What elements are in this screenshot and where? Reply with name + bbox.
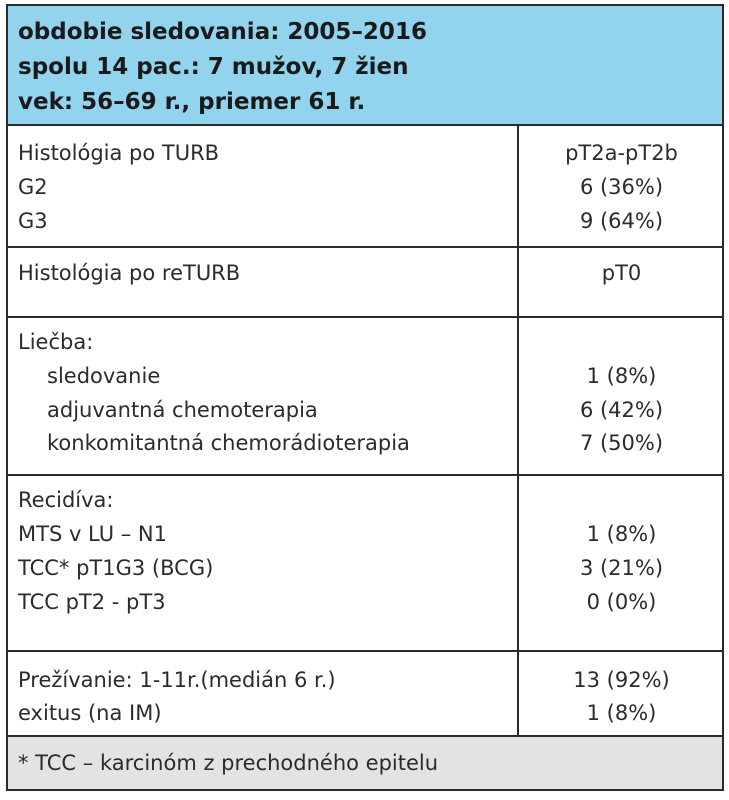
row-label: Liečba: bbox=[18, 330, 94, 354]
row-label: konkomitantná chemorádioterapia bbox=[47, 431, 410, 455]
row-label: sledovanie bbox=[47, 364, 161, 388]
row-label: Histológia po TURB bbox=[18, 141, 220, 165]
row-value: 6 (42%) bbox=[579, 398, 664, 422]
row-value: 7 (50%) bbox=[579, 431, 664, 455]
header-patients: spolu 14 pac.: 7 mužov, 7 žien bbox=[18, 54, 409, 80]
row-divider bbox=[8, 246, 722, 248]
header-period: obdobie sledovania: 2005–2016 bbox=[18, 19, 427, 45]
table-footnote bbox=[8, 737, 722, 789]
data-table bbox=[6, 4, 724, 791]
row-label: exitus (na IM) bbox=[18, 701, 162, 725]
row-label: TCC* pT1G3 (BCG) bbox=[18, 556, 214, 580]
row-value: 13 (92%) bbox=[573, 668, 670, 692]
row-label: Recidíva: bbox=[18, 488, 114, 512]
row-divider bbox=[8, 316, 722, 318]
row-label: G3 bbox=[18, 209, 48, 233]
row-value: 3 (21%) bbox=[579, 556, 664, 580]
row-value: 1 (8%) bbox=[586, 701, 657, 725]
row-value: pT2a-pT2b bbox=[565, 141, 678, 165]
row-divider bbox=[8, 650, 722, 652]
row-value: pT0 bbox=[601, 261, 642, 285]
row-divider bbox=[8, 474, 722, 476]
row-label: Prežívanie: 1-11r.(medián 6 r.) bbox=[18, 668, 336, 692]
footnote-text: * TCC – karcinóm z prechodného epitelu bbox=[18, 751, 439, 775]
row-label: adjuvantná chemoterapia bbox=[47, 398, 318, 422]
row-value: 6 (36%) bbox=[579, 175, 664, 199]
row-value: 1 (8%) bbox=[586, 522, 657, 546]
row-label: MTS v LU – N1 bbox=[18, 522, 167, 546]
row-value: 0 (0%) bbox=[586, 590, 657, 614]
header-age: vek: 56–69 r., priemer 61 r. bbox=[18, 89, 366, 115]
row-label: G2 bbox=[18, 175, 48, 199]
row-value: 1 (8%) bbox=[586, 364, 657, 388]
row-label: Histológia po reTURB bbox=[18, 261, 241, 285]
row-label: TCC pT2 - pT3 bbox=[18, 590, 166, 614]
row-value: 9 (64%) bbox=[579, 209, 664, 233]
table-header bbox=[8, 6, 722, 126]
